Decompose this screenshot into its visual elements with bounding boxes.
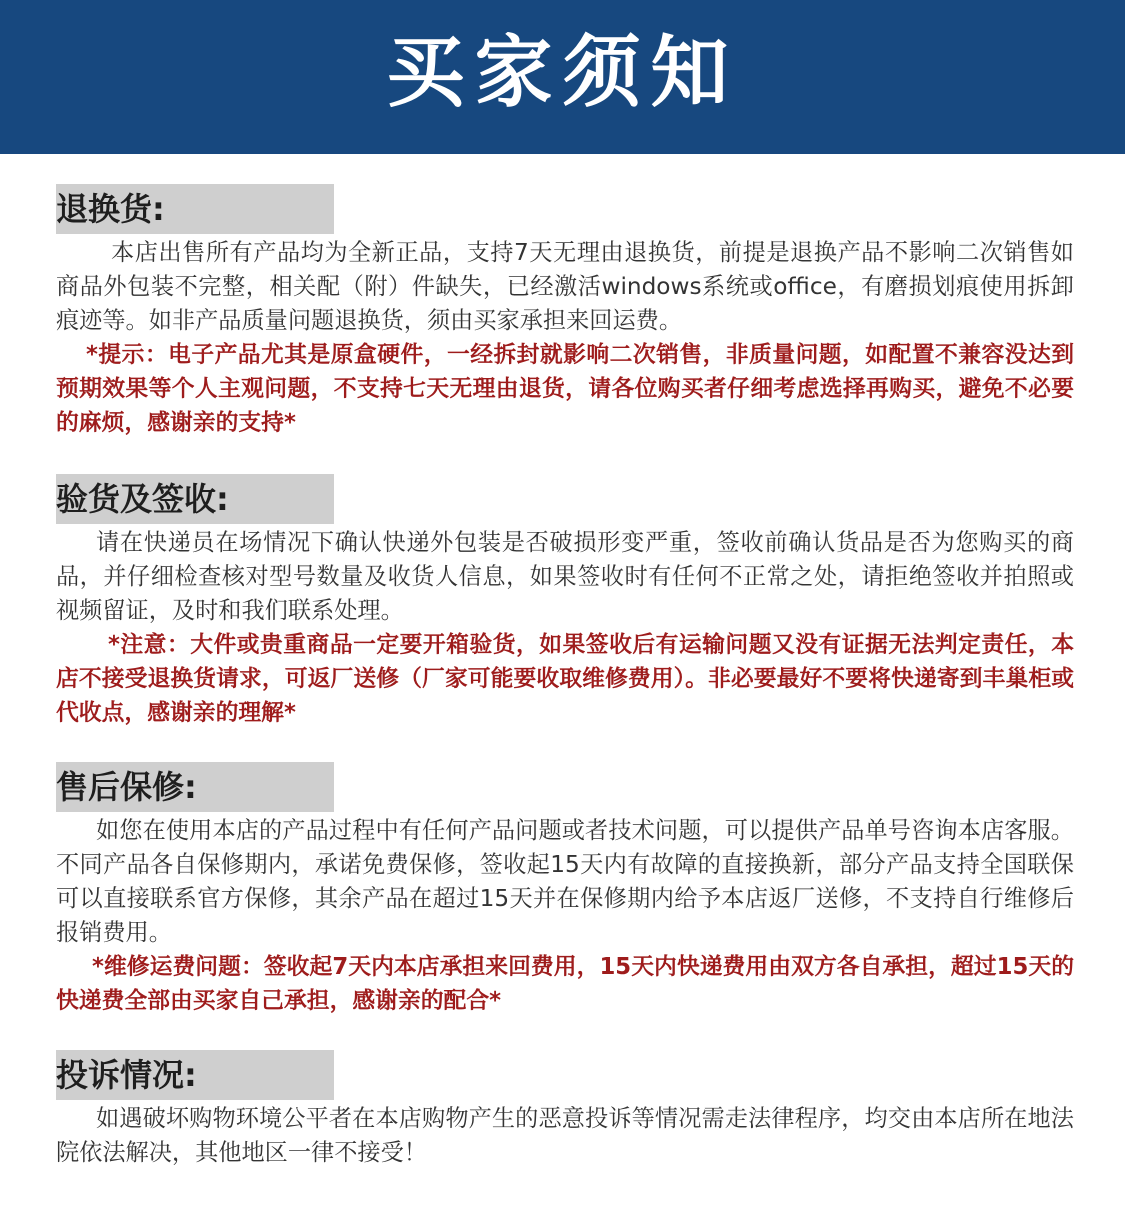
header-banner: [0, 0, 1125, 154]
section-title: 退换货:: [56, 184, 334, 234]
section-body: 请在快递员在场情况下确认快递外包装是否破损形变严重，签收前确认货品是否为您购买的商品，并仔细检查核对型号数量及收货人信息，如果签收时有任何不正常之处，请拒绝签收并拍照或视频留证，及时和我们联系处理。: [56, 529, 1074, 624]
section-returns: [56, 184, 1074, 440]
section-title: 验货及签收:: [56, 474, 334, 524]
section-title: 售后保修:: [56, 762, 334, 812]
section-body: 如遇破坏购物环境公平者在本店购物产生的恶意投诉等情况需走法律程序，均交由本店所在地法院依法解决，其他地区一律不接受！: [56, 1105, 1074, 1166]
section-note: *提示：电子产品尤其是原盒硬件，一经拆封就影响二次销售，非质量问题，如配置不兼容没达到预期效果等个人主观问题，不支持七天无理由退货，请各位购买者仔细考虑选择再购买，避免不必要的麻烦，感谢亲的支持*: [56, 342, 1074, 436]
section-complaints: [56, 1050, 1074, 1170]
section-body: 本店出售所有产品均为全新正品，支持7天无理由退换货，前提是退换产品不影响二次销售如商品外包装不完整，相关配（附）件缺失，已经激活windows系统或office，有磨损划痕使用拆卸痕迹等。如非产品质量问题退换货，须由买家承担来回运费。: [56, 239, 1074, 334]
section-note: *注意：大件或贵重商品一定要开箱验货，如果签收后有运输问题又没有证据无法判定责任，本店不接受退换货请求，可返厂送修（厂家可能要收取维修费用）。非必要最好不要将快递寄到丰巢柜或代收点，感谢亲的理解*: [56, 632, 1074, 726]
section-title: 投诉情况:: [56, 1050, 334, 1100]
section-note: *维修运费问题：签收起7天内本店承担来回费用，15天内快递费用由双方各自承担，超过15天的快递费全部由买家自己承担，感谢亲的配合*: [56, 954, 1074, 1014]
section-warranty: [56, 762, 1074, 1018]
section-inspection: [56, 474, 1074, 730]
section-body: 如您在使用本店的产品过程中有任何产品问题或者技术问题，可以提供产品单号咨询本店客服。不同产品各自保修期内，承诺免费保修，签收起15天内有故障的直接换新，部分产品支持全国联保可以直接联系官方保修，其余产品在超过15天并在保修期内给予本店返厂送修，不支持自行维修后报销费用。: [56, 817, 1074, 946]
page-title: 买家须知: [386, 28, 739, 118]
